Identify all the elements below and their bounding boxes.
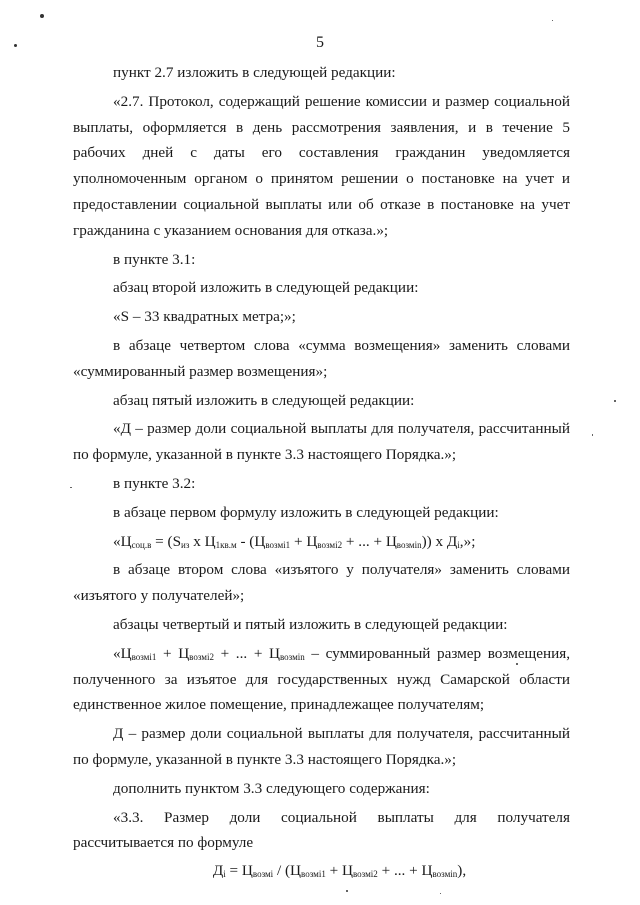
paragraph: «3.3. Размер доли социальной выплаты для получателя рассчитывается по формуле: [73, 808, 570, 852]
paragraph: в абзаце первом формулу изложить в следующей редакции:: [113, 503, 499, 521]
paragraph: «S – 33 квадратных метра;»;: [113, 308, 296, 326]
paragraph: в абзаце четвертом слова «сумма возмещения» заменить словами «суммированный размер возмещения»;: [73, 336, 570, 380]
document-body: [73, 60, 570, 884]
paragraph: абзац пятый изложить в следующей редакции:: [113, 391, 415, 409]
paragraph: абзац второй изложить в следующей редакции:: [113, 279, 419, 297]
paragraph: в пункте 3.2:: [113, 474, 196, 492]
paragraph: «Д – размер доли социальной выплаты для получателя, рассчитанный по формуле, указанной в пункте 3.3 настоящего Порядка.»;: [73, 420, 570, 464]
scan-speck: [40, 14, 44, 18]
scan-speck: [592, 434, 593, 436]
scan-speck: [70, 487, 72, 488]
formula-compensation-definition: «$Ц_{возмi1} + Ц_{возмi2}$ + ... + $Ц_{возмin}$ – суммированный размер возмещения, полученного за изъятое для государственных нужд Самарской области единственное жилое помещение, принадлежащее получателям;: [73, 644, 570, 714]
page-number: 5: [316, 34, 324, 51]
paragraph: в пункте 3.1:: [113, 250, 196, 268]
formula-social-payment: «$Ц_{соц.в} = (S_{из}$ х $Ц_{1кв.м} - (Ц_{возмi1} + Ц_{возмi2}$ + ... + $Ц_{возмin}$)) х $Д_i$,»;: [113, 532, 476, 550]
scan-speck: [346, 890, 348, 892]
paragraph: «2.7. Протокол, содержащий решение комиссии и размер социальной выплаты, оформляется в день рассмотрения заявления, и в течение 5 рабочих дней с даты его составления гражданин уведомляется уполномоченным органом о принятом решении о постановке на учет и предоставлении социальной выплаты или об отказе в постановке на учет гражданина с указанием основания для отказа.»;: [73, 92, 570, 239]
scan-speck: [614, 400, 616, 402]
paragraph: абзацы четвертый и пятый изложить в следующей редакции:: [113, 615, 508, 633]
scan-speck: [440, 893, 441, 894]
paragraph: пункт 2.7 изложить в следующей редакции:: [113, 64, 396, 81]
paragraph: в абзаце втором слова «изъятого у получателя» заменить словами «изъятого у получателей»;: [73, 561, 570, 605]
paragraph: Д – размер доли социальной выплаты для получателя, рассчитанный по формуле, указанной в пункте 3.3 настоящего Порядка.»;: [73, 725, 570, 768]
formula-share: $Д_i = Ц_{возмi} / (Ц_{возмi1} + Ц_{возмi2}$ + ... + $Ц_{возмin}$),: [212, 862, 467, 880]
paragraph: дополнить пунктом 3.3 следующего содержания:: [113, 779, 430, 797]
scan-speck: [552, 20, 553, 21]
